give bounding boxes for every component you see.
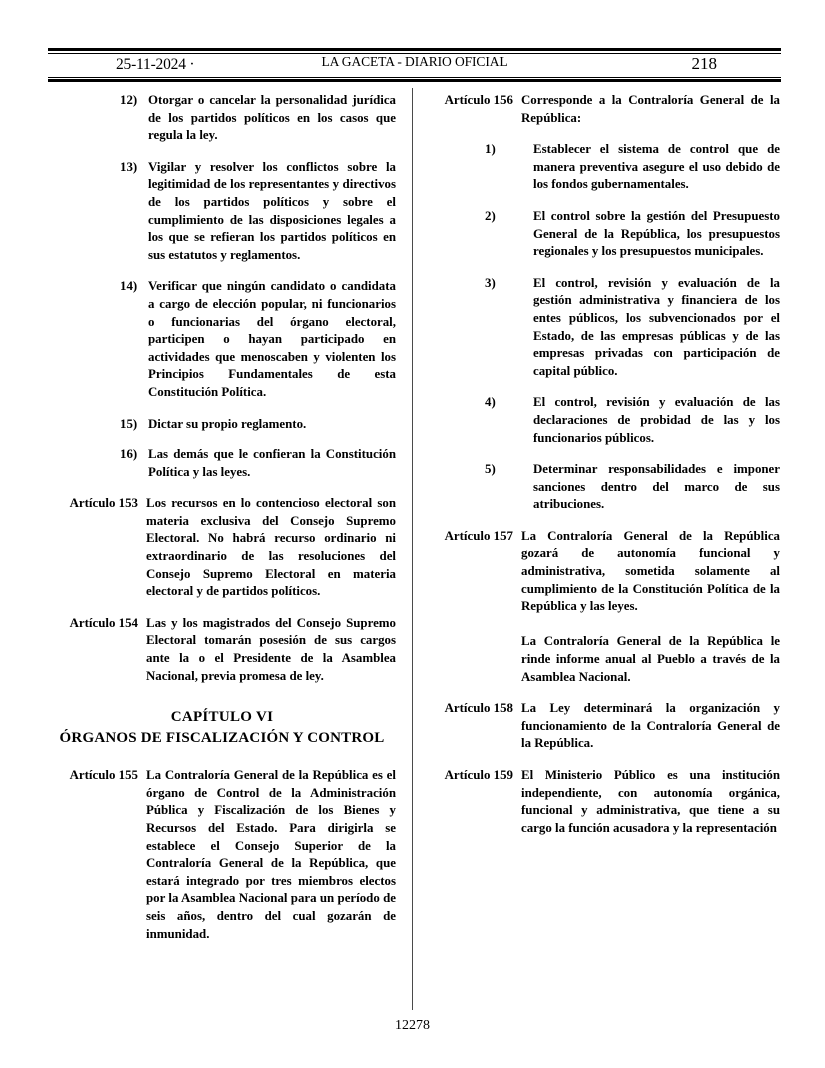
article-body — [521, 767, 780, 837]
left-column — [48, 92, 396, 957]
masthead-date: 25-11-2024 · — [116, 56, 195, 73]
article-157 — [428, 528, 780, 686]
list-item-number: 14) — [120, 279, 138, 294]
article-body — [146, 767, 396, 943]
article-body — [521, 528, 780, 686]
list-item — [48, 416, 396, 434]
article-paragraph: La Contraloría General de la República gozará de autonomía funcional y administrativa, sometida solamente al cumplimiento de la Constitución Política de la República y las leyes. — [521, 528, 780, 614]
article-paragraph: Los recursos en lo contencioso electoral son materia exclusiva del Consejo Supremo Electoral. No habrá recurso ordinario ni extraordinario de las resoluciones del Consejo Supremo Electoral en materia electoral y de partidos políticos. — [146, 496, 396, 599]
list-item-number: 15) — [120, 416, 138, 431]
list-item-number: 12) — [120, 93, 138, 107]
list-item — [48, 92, 396, 145]
masthead-band — [48, 54, 781, 77]
article-paragraph: La Contraloría General de la República es el órgano de Control de la Administración Pública y Fiscalización de los Bienes y Recursos del Estado. Para dirigirla se establece el Consejo Superior de la Contraloría General de la República, que estará integrado por tres miembros electos por la Asamblea Nacional para un período de seis años, dentro del cual gozarán de inmunidad. — [146, 768, 396, 941]
list-item-text: El control sobre la gestión del Presupuesto General de la República, los presupuestos regionales y los presupuestos municipales. — [533, 208, 780, 259]
article-paragraph: La Contraloría General de la República le rinde informe anual al Pueblo a través de la Asamblea Nacional. — [521, 634, 780, 684]
chapter-heading — [48, 707, 396, 749]
article-body — [521, 92, 780, 127]
list-item — [48, 446, 396, 481]
article-label: Artículo 156 — [444, 93, 513, 107]
article-159 — [428, 767, 780, 837]
list-item-text: Otorgar o cancelar la personalidad jurídica de los partidos políticos en los casos que regula la ley. — [148, 93, 396, 143]
article-label: Artículo 157 — [444, 528, 513, 543]
article-158 — [428, 700, 780, 753]
list-item — [428, 394, 780, 447]
column-divider — [412, 88, 413, 1010]
chapter-title: ÓRGANOS DE FISCALIZACIÓN Y CONTROL — [59, 730, 385, 747]
article-153 — [48, 495, 396, 601]
list-item — [48, 159, 396, 265]
article-154 — [48, 615, 396, 685]
article-body — [146, 615, 396, 685]
list-item-number: 1) — [485, 142, 496, 157]
list-item-text: Dictar su propio reglamento. — [148, 416, 307, 431]
list-item-text: Vigilar y resolver los conflictos sobre la legitimidad de los representantes y directivos de los partidos políticos y sobre el cumplimiento de las disposiciones legales a los que se refieran los partidos políticos en sus estatutos y reglamentos. — [148, 159, 396, 262]
right-column — [428, 92, 780, 851]
list-item — [428, 141, 780, 194]
list-item — [428, 208, 780, 261]
list-item — [428, 275, 780, 381]
list-item-text: El control, revisión y evaluación de las declaraciones de probidad de las y los funcionarios públicos. — [533, 395, 780, 445]
list-item-number: 13) — [120, 159, 138, 174]
list-item-text: Determinar responsabilidades e imponer sanciones dentro del marco de sus atribuciones. — [533, 462, 780, 512]
article-paragraph: El Ministerio Público es una institución independiente, con autonomía orgánica, funcional y administrativa, que tiene a su cargo la función acusadora y la representación — [521, 768, 780, 835]
page-masthead — [48, 48, 781, 82]
article-paragraph: La Ley determinará la organización y funcionamiento de la Contraloría General de la República. — [521, 701, 780, 751]
masthead-rule-bottom-thick — [48, 79, 781, 82]
article-body — [521, 700, 780, 753]
article-label: Artículo 155 — [69, 768, 138, 783]
chapter-number: CAPÍTULO VI — [170, 709, 274, 726]
list-item-text: Verificar que ningún candidato o candidata a cargo de elección popular, ni funcionarios o funcionarias del órgano electoral, participen o hayan participado en actividades que menoscaben y violenten los Principios Fundamentales de esta Constitución Política. — [148, 279, 396, 399]
article-body — [146, 495, 396, 601]
article-156 — [428, 92, 780, 127]
list-item — [48, 278, 396, 401]
list-item-number: 4) — [485, 395, 496, 410]
list-item-number: 2) — [485, 208, 496, 223]
article-label: Artículo 159 — [444, 768, 513, 782]
article-label: Artículo 153 — [69, 496, 138, 511]
list-item-text: El control, revisión y evaluación de la gestión administrativa y financiera de los entes públicos, los subvencionados por el Estado, de las empresas públicas y de las empresas privadas con participación de capital público. — [533, 275, 780, 378]
list-item — [428, 461, 780, 514]
article-155 — [48, 767, 396, 943]
list-item-text: Las demás que le confieran la Constitución Política y las leyes. — [148, 447, 396, 479]
article-label: Artículo 158 — [444, 701, 513, 716]
masthead-title: LA GACETA - DIARIO OFICIAL — [321, 54, 508, 69]
list-item-text: Establecer el sistema de control que de manera preventiva asegure el uso debido de los fondos gubernamentales. — [533, 142, 780, 192]
article-paragraph: Corresponde a la Contraloría General de la República: — [521, 93, 780, 125]
list-item-number: 3) — [485, 275, 496, 290]
page-folio: 12278 — [395, 1018, 430, 1033]
article-label: Artículo 154 — [69, 615, 138, 630]
list-item-number: 16) — [120, 447, 138, 462]
masthead-page-number: 218 — [691, 54, 717, 73]
list-item-number: 5) — [485, 462, 496, 477]
article-paragraph: Las y los magistrados del Consejo Supremo Electoral tomarán posesión de sus cargos ante la o el Presidente de la Asamblea Nacional, previa promesa de ley. — [146, 615, 396, 683]
